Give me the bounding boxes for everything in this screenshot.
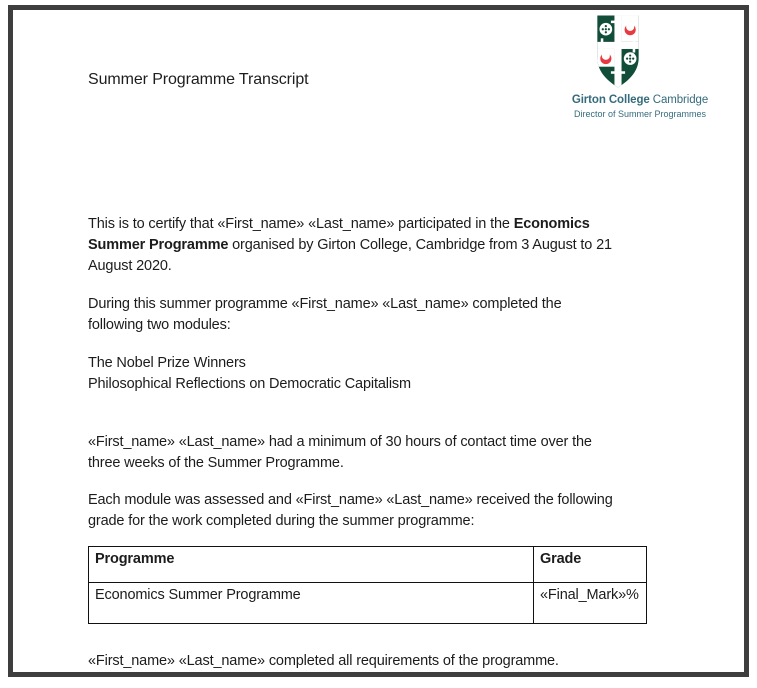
grade-table-header-programme: Programme xyxy=(89,547,534,583)
contact-line1: «First_name» «Last_name» had a minimum of 30 hours of contact time over the xyxy=(88,434,592,450)
grade-table-header-grade: Grade xyxy=(534,547,647,583)
contact-line2: three weeks of the Summer Programme. xyxy=(88,454,344,471)
grade-table-row xyxy=(89,583,647,624)
girton-crest-shield-icon xyxy=(595,14,641,89)
grade-table-header-row xyxy=(89,547,647,583)
certify-line3: August 2020. xyxy=(88,257,172,274)
logo-college-name xyxy=(555,94,725,106)
paragraph-completion: «First_name» «Last_name» completed all requirements of the programme. xyxy=(88,653,559,669)
certify-line2-bold: Summer Programme xyxy=(88,236,229,253)
logo-subtitle: Director of Summer Programmes xyxy=(573,109,707,119)
certify-line1-regular: This is to certify that «First_name» «Last_name» participated in the xyxy=(88,216,514,232)
grade-table-cell-grade: «Final_Mark»% xyxy=(534,583,647,624)
paragraph-during xyxy=(88,294,733,336)
logo-college-name-bold: Girton College xyxy=(571,94,650,106)
paragraph-assessed xyxy=(88,490,733,532)
certify-line1-bold: Economics xyxy=(513,216,590,232)
module-list xyxy=(88,353,733,395)
during-line1: During this summer programme «First_name» «Last_name» completed the xyxy=(88,296,562,312)
module-item-1: The Nobel Prize Winners xyxy=(88,355,246,371)
transcript-page xyxy=(8,5,749,677)
grade-table-cell-programme: Economics Summer Programme xyxy=(89,583,534,624)
assessed-line2: grade for the work completed during the summer programme: xyxy=(88,512,475,529)
grade-table xyxy=(88,546,647,624)
during-line2: following two modules: xyxy=(88,316,231,333)
college-logo xyxy=(555,14,725,126)
paragraph-contact-hours xyxy=(88,432,733,474)
paragraph-certify xyxy=(88,214,733,276)
certify-line2-regular: organised by Girton College, Cambridge from 3 August to 21 xyxy=(228,236,612,253)
logo-college-name-regular: Cambridge xyxy=(649,94,709,106)
page-title: Summer Programme Transcript xyxy=(88,71,309,88)
assessed-line1: Each module was assessed and «First_name» «Last_name» received the following xyxy=(88,492,613,508)
module-item-2: Philosophical Reflections on Democratic Capitalism xyxy=(88,375,411,392)
